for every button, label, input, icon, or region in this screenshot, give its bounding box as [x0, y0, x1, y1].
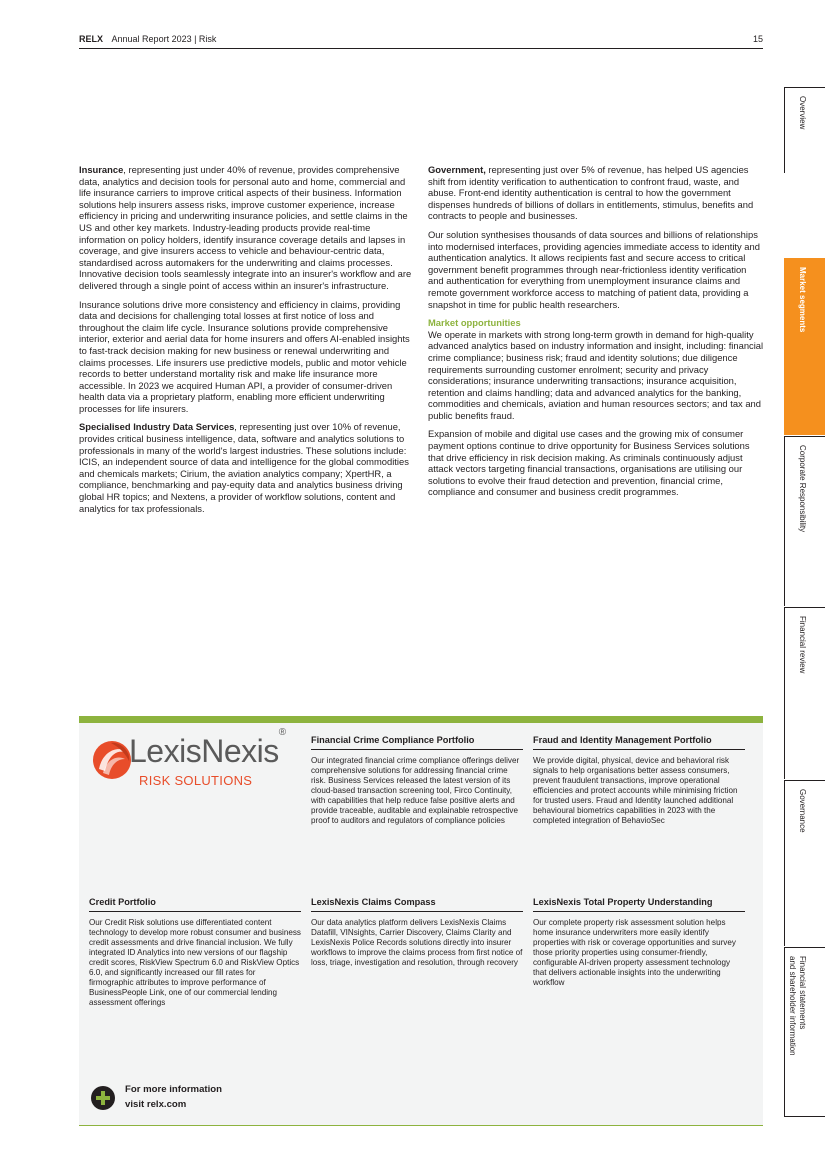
government-lead: Government, — [428, 164, 486, 175]
box-text: Our complete property risk assessment solution helps home insurance underwriters more easily identify properties with risk or coverage opportunities and survey those priority properties using consumer-friendly, configurable AI-driven property assessment technology that delivers actionable insights into the underwriting workflow — [533, 918, 736, 987]
plus-icon — [91, 1086, 115, 1110]
more-info-link[interactable] — [91, 1083, 291, 1113]
panel-bottom-rule — [79, 1125, 763, 1126]
box-text: Our data analytics platform delivers LexisNexis Claims Datafill, VINsights, Carrier Discovery, Claims Clarity and LexisNexis Police Records solutions directly into insurer workflows to improve the claims process from first notice of loss, triage, investigation and resolution, through recovery — [311, 918, 523, 967]
market-heading: Market opportunities — [428, 317, 521, 329]
logo-swirl-icon — [91, 739, 133, 781]
tab-label: Market segments — [798, 267, 807, 333]
insurance-paragraph-2: Insurance solutions drive more consistency and efficiency in claims, providing data and decisions for challenging total losses at first notice of loss and throughout the claim life cycle. Insurance solutions provide comprehensive interior, exterior and aerial data for home insurers and offers AI-enabled insights to fast-track decision making for new business or renewal underwriting and claims processes. Life insurers use predictive models, public and motor vehicle records to better understand mortality risk and make life insurance more accessible. In 2023 we acquired Human API, a provider of consumer-driven health data via a proprietary platform, enabling more efficient underwriting processes for life insurers. — [79, 298, 410, 414]
tab-financial-statements[interactable] — [784, 947, 825, 1117]
sids-paragraph — [79, 421, 415, 514]
lexisnexis-logo — [91, 727, 291, 793]
tab-corporate-responsibility[interactable] — [784, 436, 825, 606]
tab-label: Corporate Responsibility — [798, 445, 807, 533]
tab-overview[interactable] — [784, 87, 825, 173]
tab-label: Governance — [798, 789, 807, 833]
financial-crime-box — [311, 735, 523, 826]
claims-compass-box — [311, 897, 523, 968]
header-title: Annual Report 2023 | Risk — [111, 34, 217, 44]
sids-text: , representing just over 10% of revenue, provides critical business intelligence, data, software and analytics solutions to professionals in many of the world's largest industries. These solutions include: ICIS, an independent source of data and intelligence for the global commodities and chemicals markets; Cirium, the aviation analytics company; XpertHR, a compliance, benchmarking and pay-equity data and analytics business driving global HR topics; and Nextens, a provider of workflow solutions, content and analytics for tax professionals. — [79, 421, 409, 514]
credit-portfolio-box — [89, 897, 301, 1008]
market-paragraph-2: Expansion of mobile and digital use cases and the growing mix of consumer payment options continue to drive opportunity for Business Services solutions that drive efficiency in risk decision making. As criminals continuously adjust attack vectors targeting financial transactions, organisations are utilising our solutions to evolve their fraud detection and prevention, financial crime, compliance and consumer and business credit programmes. — [428, 428, 750, 498]
insurance-paragraph — [79, 164, 415, 292]
insurance-lead: Insurance — [79, 164, 124, 175]
tab-governance[interactable] — [784, 780, 825, 946]
box-title: Fraud and Identity Management Portfolio — [533, 735, 745, 750]
total-property-box — [533, 897, 745, 988]
insurance-text: , representing just under 40% of revenue, provides comprehensive data, analytics and decision tools for personal auto and home, commercial and life insurance carriers to improve critical aspects of their business. Information solutions help insurers assess risks, improve customer experience, increase efficiency in pricing and underwriting insurance policies, and settle claims in the US and other key markets. Industry-leading products provide real-time information on policy holders, identify insurance coverage details and lapses in coverage, and give insurers access to vehicle and behaviour-centric data, standardised across automakers for the underwriting and claims processes. Innovative decision tools seamlessly integrate into an insurer's workflow and are delivered through a single point of access within an insurer's infrastructure. — [79, 164, 412, 291]
box-text: Our Credit Risk solutions use differentiated content technology to develop more robust consumer and business credit assessments and drive financial inclusion. We fully integrated ID Analytics into new versions of our flagship credit scores, RiskView Spectrum 6.0 and RiskView Optics 6.0, and significantly increased our fill rates for firmographic attributes to improve performance of BusinessPeople Link, one of our commercial lending assessment offerings — [89, 918, 301, 1007]
tab-label: Overview — [798, 96, 807, 130]
logo-subtitle: RISK SOLUTIONS — [139, 773, 253, 788]
box-title: Financial Crime Compliance Portfolio — [311, 735, 523, 750]
tab-label: Financial statements and shareholder information — [788, 956, 807, 1056]
page-header — [79, 34, 763, 48]
right-column — [428, 164, 764, 505]
header-rule — [79, 48, 763, 49]
market-text: We operate in markets with strong long-term growth in demand for high-quality advanced analytics based on industry information and insight, including: financial crime compliance; business risk; fraud and identity solutions; due diligence requirements surrounding customer enrolment; security and privacy considerations; insurance underwriting transactions; insurance acquisition, retention and claims handling; data and advanced analytics for the banking, commodities and chemicals, aviation and human resources sectors; and tax and public benefits fraud. — [428, 328, 764, 421]
tab-financial-review[interactable] — [784, 607, 825, 779]
government-paragraph — [428, 164, 764, 222]
more-info-url[interactable]: visit relx.com — [125, 1099, 187, 1110]
box-title: LexisNexis Total Property Understanding — [533, 897, 745, 912]
tab-market-segments[interactable] — [784, 258, 825, 435]
left-column — [79, 164, 415, 521]
box-text: We provide digital, physical, device and behavioral risk signals to help organisations better assess consumers, prevent fraudulent transactions, improve operational efficiencies and protect accounts while minimising friction for trusted users. Fraud and Identity launched additional behavioural biometrics capabilities in 2023 with the completed integration of BehavioSec — [533, 756, 738, 825]
more-info-line-1: For more information — [125, 1084, 223, 1095]
box-title: LexisNexis Claims Compass — [311, 897, 523, 912]
government-text: representing just over 5% of revenue, has helped US agencies shift from identity verification to authentication to confront fraud, waste, and abuse. Front-end identity authentication is central to how the government dispenses hundreds of billions of dollars in entitlements, stimulus, benefits and contracts to people and businesses. — [428, 164, 754, 222]
page-number: 15 — [752, 34, 763, 44]
portfolio-panel — [79, 716, 763, 1125]
fraud-identity-box — [533, 735, 745, 826]
tab-label: Financial review — [798, 616, 807, 674]
government-paragraph-2: Our solution synthesises thousands of data sources and billions of relationships into modernised interfaces, providing agencies immediate access to identity and authentication analytics. It allows recipients fast and secure access to critical government benefit programmes through near-frictionless identity verification and authentication for everything from unemployment insurance claims and remote government workforce access to matching of patient data, providing a snapshot in time for public health researchers. — [428, 228, 760, 310]
box-title: Credit Portfolio — [89, 897, 301, 912]
logo-wordmark: LexisNexis® — [129, 727, 286, 769]
box-text: Our integrated financial crime compliance offerings deliver comprehensive solutions for addressing financial crime risk. Business Services released the latest version of its cloud-based transaction screening tool, Firco Continuity, with capabilities that help reduce false positive alerts and provide traceable, auditable and explainable retrospective proof to auditors and regulators of compliance policies — [311, 756, 520, 825]
header-brand: RELX — [79, 34, 104, 44]
sids-lead: Specialised Industry Data Services — [79, 421, 235, 433]
market-paragraph — [428, 317, 764, 421]
